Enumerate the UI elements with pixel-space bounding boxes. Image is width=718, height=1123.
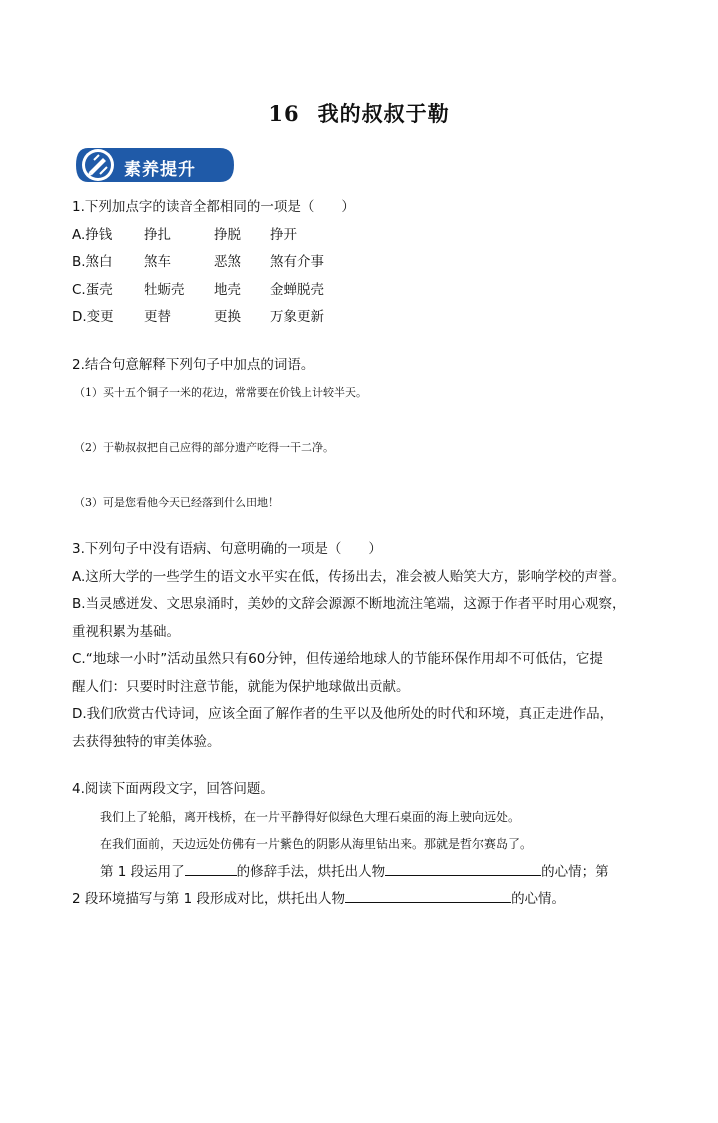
q4-task-line-2: 2 段环境描写与第 1 段形成对比，烘托出人物 的心情。 bbox=[72, 886, 662, 914]
answer-blank-mood-1[interactable] bbox=[385, 861, 541, 876]
q2-stem: 2.结合句意解释下列句子中加点的词语。 bbox=[72, 356, 315, 373]
q3-option-a: A.这所大学的一些学生的语文水平实在低，传扬出去，准会被人贻笑大方，影响学校的声誉。 bbox=[72, 568, 626, 585]
q3-option-d: D.我们欣赏古代诗词，应该全面了解作者的生平以及他所处的时代和环境，真正走进作品， bbox=[72, 706, 614, 722]
q3-stem: 3.下列句子中没有语病、句意明确的一项是（ ） bbox=[72, 541, 382, 557]
answer-blank-rhetoric[interactable] bbox=[185, 861, 237, 876]
q3-option-c-cont: 醒人们：只要时时注意节能，就能为保护地球做出贡献。 bbox=[72, 678, 410, 695]
q1-stem: 1.下列加点字的读音全都相同的一项是（ ） bbox=[72, 199, 355, 215]
page-title bbox=[0, 98, 718, 128]
lesson-number: 16 bbox=[268, 101, 300, 126]
q2-item-2: （2）于勒叔叔把自己应得的部分遗产吃得一干二净。 bbox=[74, 441, 334, 454]
answer-blank-mood-2[interactable] bbox=[345, 888, 511, 903]
q3-option-d-cont: 去获得独特的审美体验。 bbox=[72, 733, 221, 750]
q3-option-c: C.“地球一小时”活动虽然只有60分钟，但传递给地球人的节能环保作用却不可低估，它提 bbox=[72, 651, 603, 667]
section-badge bbox=[74, 146, 236, 184]
q3-option-b: B.当灵感迸发、文思泉涌时，美妙的文辞会源源不断地流注笔端，这源于作者平时用心观察， bbox=[72, 596, 626, 612]
q1-option-a: A.挣钱 挣扎 挣脱 挣开 bbox=[72, 226, 297, 243]
q4-task-line-1: 第 1 段运用了 的修辞手法，烘托出人物 的心情；第 bbox=[72, 859, 662, 887]
q1-option-c: C.蛋壳 牡蛎壳 地壳 金蝉脱壳 bbox=[72, 281, 324, 298]
q1-option-d: D.变更 更替 更换 万象更新 bbox=[72, 309, 324, 325]
q2-item-3: （3）可是您看他今天已经落到什么田地！ bbox=[74, 496, 279, 509]
q2-item-1: （1）买十五个铜子一米的花边，常常要在价钱上计较半天。 bbox=[74, 386, 367, 399]
q4-stem: 4.阅读下面两段文字，回答问题。 bbox=[72, 781, 274, 797]
exercise-content bbox=[72, 194, 662, 914]
q3-option-b-cont: 重视积累为基础。 bbox=[72, 623, 180, 640]
q4-passage-2: 在我们面前，天边远处仿佛有一片紫色的阴影从海里钻出来。那就是哲尔赛岛了。 bbox=[100, 837, 533, 851]
lesson-title: 我的叔叔于勒 bbox=[317, 101, 450, 126]
q1-option-b: B.煞白 煞车 恶煞 煞有介事 bbox=[72, 254, 324, 270]
badge-label: 素养提升 bbox=[124, 160, 196, 180]
q4-passage-1: 我们上了轮船，离开栈桥，在一片平静得好似绿色大理石桌面的海上驶向远处。 bbox=[100, 809, 521, 824]
